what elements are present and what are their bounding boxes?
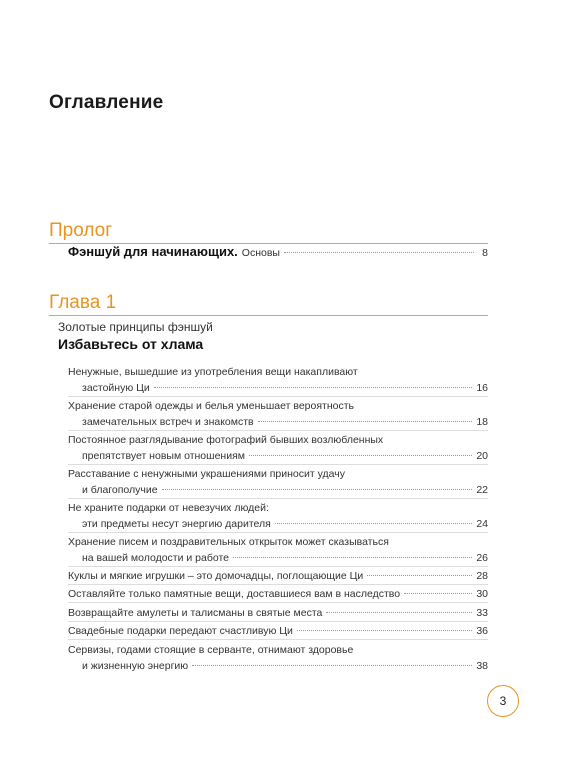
entry-line1: Постоянное разглядывание фотографий бывших возлюбленных <box>68 434 384 446</box>
entry-line2: эти предметы несут энергию дарителя <box>82 518 271 530</box>
entry-text: Оставляйте только памятные вещи, доставшиеся вам в наследство <box>68 588 401 600</box>
dot-leader <box>367 575 472 576</box>
toc-title: Оглавление <box>49 92 164 113</box>
toc-entry[interactable] <box>68 500 488 532</box>
page-ref: 18 <box>476 416 488 428</box>
entry-line1: Сервизы, годами стоящие в серванте, отнимают здоровье <box>68 644 354 656</box>
dot-leader <box>275 523 472 524</box>
prolog-title-rest: Основы <box>241 247 280 259</box>
entry-line2: застойную Ци <box>82 382 150 394</box>
divider <box>68 464 488 465</box>
prolog-entry[interactable] <box>68 244 488 259</box>
divider <box>68 584 488 585</box>
entry-line1: Расставание с ненужными украшениями приносит удачу <box>68 468 345 480</box>
dot-leader <box>249 455 472 456</box>
entry-line1: Не храните подарки от невезучих людей: <box>68 502 269 514</box>
dot-leader <box>284 252 474 253</box>
dot-leader <box>297 630 472 631</box>
page-ref: 24 <box>476 518 488 530</box>
dot-leader <box>404 593 472 594</box>
toc-entry[interactable] <box>68 586 488 602</box>
entry-line2: замечательных встреч и знакомств <box>82 416 254 428</box>
dot-leader <box>162 489 473 490</box>
toc-entry[interactable] <box>68 364 488 396</box>
entry-text: Куклы и мягкие игрушки – это домочадцы, поглощающие Ци <box>68 570 364 582</box>
toc-entry[interactable] <box>68 623 488 639</box>
divider <box>68 602 488 603</box>
chapter-heading: Глава 1 <box>49 292 488 316</box>
entry-line2: препятствует новым отношениям <box>82 450 245 462</box>
chapter-title: Избавьтесь от хлама <box>58 336 204 352</box>
prolog-heading: Пролог <box>49 220 488 244</box>
divider <box>68 621 488 622</box>
entry-line1: Хранение писем и поздравительных открыток может сказываться <box>68 536 389 548</box>
entry-line2: на вашей молодости и работе <box>82 552 230 564</box>
divider <box>68 396 488 397</box>
divider <box>68 639 488 640</box>
page-ref: 30 <box>476 588 488 600</box>
entry-line1: Хранение старой одежды и белья уменьшает вероятность <box>68 400 355 412</box>
page-ref: 36 <box>476 625 488 637</box>
page-ref: 38 <box>476 660 488 672</box>
divider <box>68 566 488 567</box>
toc-entry[interactable] <box>68 642 488 674</box>
page-number: 3 <box>487 685 519 717</box>
toc-entry[interactable] <box>68 466 488 498</box>
page-ref: 20 <box>476 450 488 462</box>
dot-leader <box>154 387 473 388</box>
dot-leader <box>258 421 473 422</box>
page-ref: 33 <box>476 607 488 619</box>
page-ref: 8 <box>482 247 488 259</box>
page-ref: 26 <box>476 552 488 564</box>
entry-text: Возвращайте амулеты и талисманы в святые места <box>68 607 323 619</box>
prolog-title-bold: Фэншуй для начинающих. <box>68 244 238 259</box>
dot-leader <box>233 557 472 558</box>
divider <box>68 498 488 499</box>
toc-entry[interactable] <box>68 398 488 430</box>
page-ref: 22 <box>476 484 488 496</box>
toc-entry[interactable] <box>68 568 488 584</box>
entry-line2: и жизненную энергию <box>82 660 189 672</box>
divider <box>68 532 488 533</box>
chapter-subtitle: Золотые принципы фэншуй <box>58 320 213 334</box>
dot-leader <box>326 612 472 613</box>
entry-line2: и благополучие <box>82 484 158 496</box>
entry-text: Свадебные подарки передают счастливую Ци <box>68 625 293 637</box>
page-ref: 28 <box>476 570 488 582</box>
page-ref: 16 <box>476 382 488 394</box>
dot-leader <box>192 665 472 666</box>
toc-entry[interactable] <box>68 605 488 621</box>
divider <box>68 430 488 431</box>
toc-entry[interactable] <box>68 432 488 464</box>
entry-line1: Ненужные, вышедшие из употребления вещи накапливают <box>68 366 358 378</box>
toc-entry[interactable] <box>68 534 488 566</box>
